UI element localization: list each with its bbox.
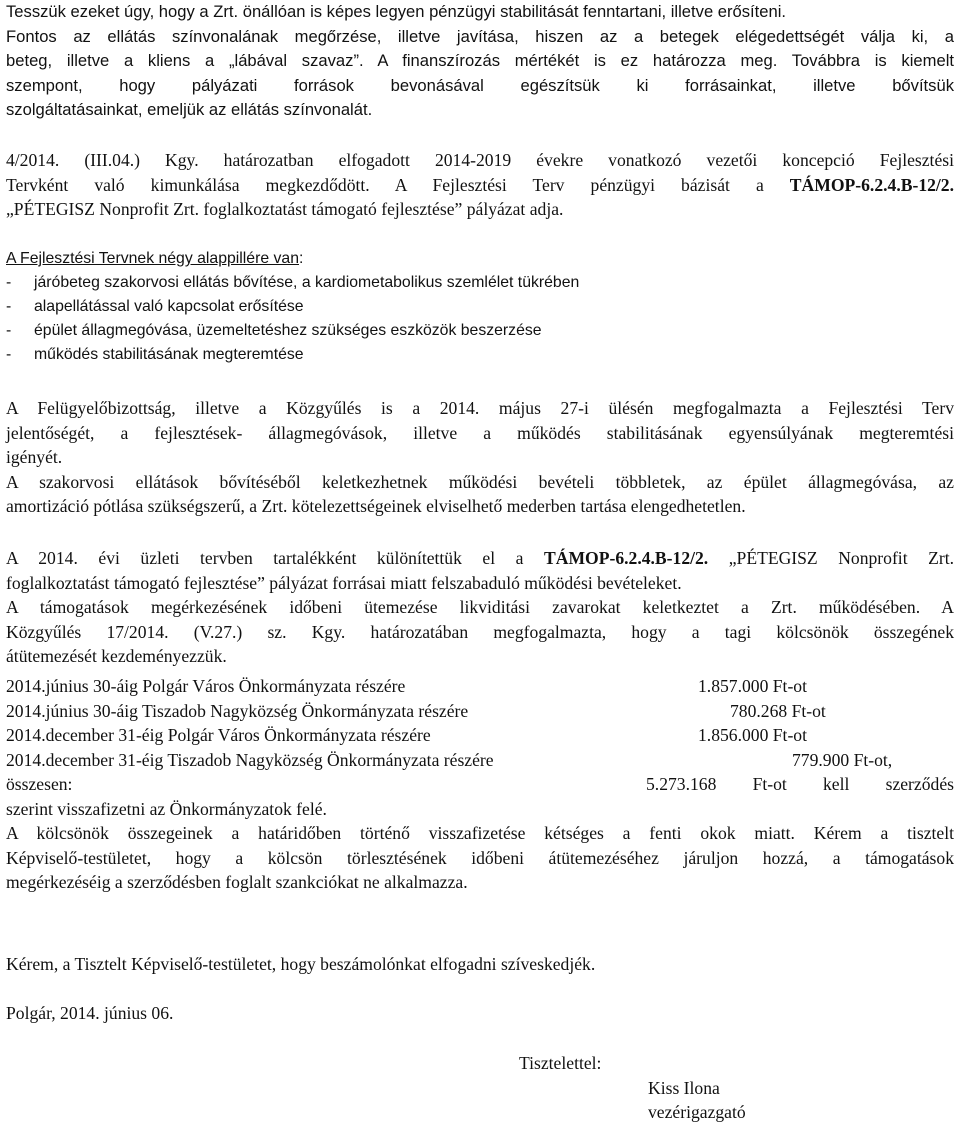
total-amount-word: szerződés [885,774,954,794]
list-item-text: járóbeteg szakorvosi ellátás bővítése, a kardiometabolikus szemlélet tükrében [34,274,580,291]
list-item [6,295,954,319]
total-amount-word: Ft-ot [752,774,787,794]
pillars-section [6,247,954,367]
plan-line [6,546,954,571]
total-amount-word: 5.273.168 [646,774,717,794]
place-date [6,1001,954,1026]
plan-line: átütemezését kezdeményezzük. [6,646,227,666]
list-item [6,271,954,295]
loan-label: 2014.június 30-áig Polgár Város Önkormányzata részére [6,676,406,696]
plan-line: A támogatások megérkezésének időbeni ütemezése likviditási zavarokat keletkeztet a Zrt. működésében. A [6,597,954,617]
loan-label: 2014.június 30-áig Tiszadob Nagyközség Önkormányzata részére [6,700,469,721]
loan-row [6,723,954,748]
pillars-heading-text: A Fejlesztési Tervnek négy alappillére van [6,250,299,267]
supervisory-paragraph [6,396,954,519]
request-line: megérkezéséig a szerződésben foglalt szankciókat ne alkalmazza. [6,872,468,892]
resolution-line [6,173,954,198]
plan-line: Közgyűlés 17/2014. (V.27.) sz. Kgy. határozatában megfogalmazta, hogy a tagi kölcsönök összegének [6,621,954,642]
total-row [6,772,954,797]
intro-paragraph [6,0,954,123]
intro-line: Fontos az ellátás színvonalának megőrzése, illetve javítása, hiszen az a betegek elégedettségét válja ki, a [6,26,954,46]
loan-amount: 1.856.000 Ft-ot [698,725,807,745]
closing-request-text: Kérem, a Tisztelt Képviselő-testületet, hogy beszámolónkat elfogadni szíveskedjék. [6,954,596,974]
signer-name: Kiss Ilona [648,1078,720,1098]
plan-line: foglalkoztatást támogató fejlesztése” pályázat forrásai miatt felszabaduló működési bevételeket. [6,572,682,593]
total-continuation: szerint visszafizetni az Önkormányzatok felé. [6,798,327,819]
place-date-text: Polgár, 2014. június 06. [6,1003,174,1023]
supervisory-line: A szakorvosi ellátások bővítéséből keletkezhetnek működési bevételi többletek, az épület állagmegóvása, az [6,471,954,492]
intro-line: Tesszük ezeket úgy, hogy a Zrt. önállóan is képes legyen pénzügyi stabilitását fenntartani, illetve erősíteni. [6,2,787,21]
supervisory-line: A Felügyelőbizottság, illetve a Közgyűlés is a 2014. május 27-i ülésén megfogalmazta a Fejlesztési Terv [6,398,954,418]
intro-line: szolgáltatásainkat, emeljük az ellátás színvonalát. [6,100,373,119]
supervisory-line: amortizáció pótlása szükségszerű, a Zrt. kötelezettségeinek elviselhető mederben tartása elengedhetetlen. [6,496,746,516]
list-item-text: működés stabilitásának megteremtése [34,346,304,363]
request-line: Képviselő-testületet, hogy a kölcsön törlesztésének időbeni átütemezéséhez járuljon hozzá, a támogatások [6,847,954,868]
loan-amount: 780.268 Ft-ot [730,700,826,721]
intro-line: beteg, illetve a kliens a „lábával szavaz”. A finanszírozás mértékét is ez határozza meg. Továbbra is kiemelt [6,51,954,70]
loan-row [6,748,954,773]
loan-schedule [6,674,954,821]
plan-text: „PÉTEGISZ Nonprofit Zrt. [708,548,955,568]
supervisory-line: jelentőségét, a fejlesztések- állagmegóvások, illetve a működés stabilitásának egyensúlyának megteremtési [6,422,954,443]
plan-text: A 2014. évi üzleti tervben tartalékként különítettük el a [6,548,544,568]
total-amount-word: kell [823,774,850,794]
loan-row [6,699,954,724]
list-item-text: épület állagmegóvása, üzemeltetéshez szükséges eszközök beszerzése [34,322,542,339]
loan-amount: 779.900 Ft-ot, [792,749,893,770]
regards: Tisztelettel: [519,1053,602,1073]
list-dash: - [6,322,12,339]
closing-request [6,952,954,977]
loan-label: 2014.december 31-éig Tiszadob Nagyközség Önkormányzata részére [6,749,494,770]
project-code: TÁMOP-6.2.4.B-12/2. [544,548,709,568]
list-dash: - [6,346,12,363]
intro-line: szempont, hogy pályázati források bevonásával egészítsük ki forrásainkat, illetve bővítsük [6,75,954,95]
supervisory-line: igényét. [6,447,63,467]
list-item [6,343,954,367]
resolution-line: 4/2014. (III.04.) Kgy. határozatban elfogadott 2014-2019 évekre vonatkozó vezetői koncepció Fejlesztési [6,150,954,170]
request-line: A kölcsönök összegeinek a határidőben történő visszafizetése kétséges a fenti okok miatt. Kérem a tisztelt [6,823,954,843]
loan-amount: 1.857.000 Ft-ot [698,676,807,696]
loan-row [6,674,954,699]
resolution-line: „PÉTEGISZ Nonprofit Zrt. foglalkoztatást támogató fejlesztése” pályázat adja. [6,199,564,219]
list-dash: - [6,274,12,291]
pillars-list [6,271,954,367]
project-code: TÁMOP-6.2.4.B-12/2. [789,174,954,195]
list-item [6,319,954,343]
resolution-paragraph [6,148,954,222]
total-label: összesen: [6,774,73,794]
total-continuation-row [6,797,954,822]
loan-label: 2014.december 31-éig Polgár Város Önkormányzata részére [6,725,431,745]
list-dash: - [6,298,12,315]
resolution-text: Tervként való kimunkálása megkezdődött. A Fejlesztési Terv pénzügyi bázisát a [6,174,790,195]
signer-title: vezérigazgató [648,1102,746,1122]
pillars-heading [6,247,954,271]
pillars-heading-colon: : [299,250,304,267]
list-item-text: alapellátással való kapcsolat erősítése [34,298,304,315]
request-paragraph [6,821,954,895]
plan-paragraph [6,546,954,669]
total-amount [646,772,954,797]
